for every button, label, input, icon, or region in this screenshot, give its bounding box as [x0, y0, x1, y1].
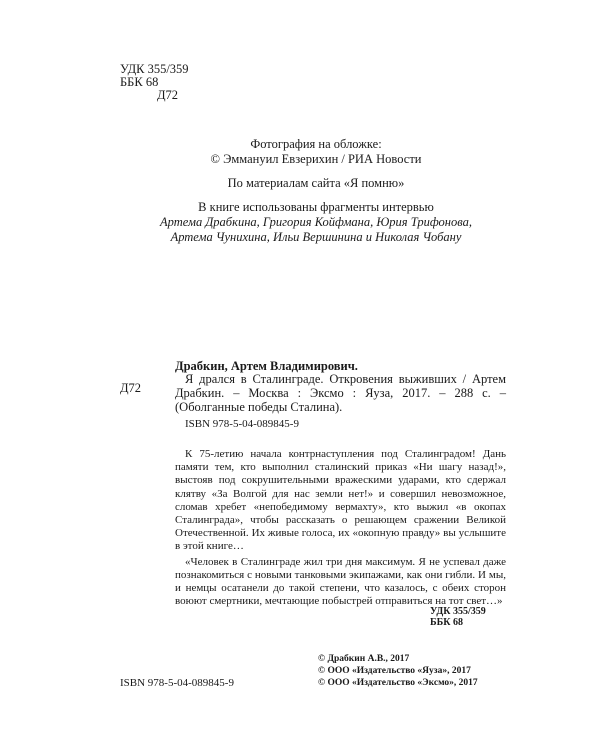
udk-code: УДК 355/359: [120, 62, 189, 76]
card-isbn-text: ISBN 978-5-04-089845-9: [185, 418, 299, 430]
annotation-text: К 75-летию начала контрнаступления под Сталинградом! Дань памяти тем, кто выполнил сталинский приказ «Ни шагу назад!», выстояв под сокрушительными вражескими ударами, кто сдержал клятву «За Волгой для нас земли нет!» и совершил невозможное, сломав хребет «непобедимому вермахту», кто выжил «в окопах Сталинграда», чтобы рассказать о решающем сражении Великой Отечественной. Их живые голоса, их «окопную правду» вы услышите в этой книге…: [175, 448, 506, 553]
card-udk: УДК 355/359: [430, 606, 486, 617]
isbn-bottom: ISBN 978-5-04-089845-9: [120, 677, 234, 689]
card-author: Драбкин, Артем Владимирович.: [175, 359, 358, 373]
interview-fragments: [120, 200, 512, 245]
classification-codes: [120, 63, 189, 102]
photo-label: Фотография на обложке:: [250, 137, 382, 151]
copyright-eksmo: © ООО «Издательство «Эксмо», 2017: [318, 678, 478, 688]
fragments-intro: В книге использованы фрагменты интервью: [198, 200, 434, 214]
card-codes: [430, 606, 486, 628]
fragments-names-line-1: Артема Драбкина, Григория Койфмана, Юрия Трифонова,: [160, 215, 472, 229]
source-note: По материалам сайта «Я помню»: [227, 176, 405, 190]
card-isbn: [175, 417, 506, 431]
cover-photo-credit: [120, 137, 512, 167]
copyright-yauza: © ООО «Издательство «Яуза», 2017: [318, 666, 471, 676]
author-code: Д72: [157, 88, 179, 102]
card-margin-code: Д72: [120, 381, 142, 395]
bbk-code: ББК 68: [120, 75, 159, 89]
bib-description: Я дрался в Сталинграде. Откровения выживших / Артем Драбкин. – Москва : Эксмо : Яуза, 2017. – 288 с. – (Оболганные победы Сталина).: [175, 372, 506, 415]
card-annotation: [175, 448, 506, 608]
copyright-block: [318, 653, 478, 689]
photo-credit: © Эммануил Евзерихин / РИА Новости: [210, 152, 422, 166]
fragments-names-line-2: Артема Чунихина, Ильи Вершинина и Николая Чобану: [170, 230, 462, 244]
card-bbk: ББК 68: [430, 617, 463, 628]
copyright-author: © Драбкин А.В., 2017: [318, 654, 410, 664]
annotation-quote: «Человек в Сталинграде жил три дня максимум. Я не успевал даже познакомиться с новыми танковыми экипажами, как они гибли. И мы, и немцы осатанели до такой степени, что казалось, с обеих сторон воюют смертники, мечтающие побыстрей отправиться на тот свет…»: [175, 555, 506, 608]
card-bibliography: [175, 372, 506, 415]
